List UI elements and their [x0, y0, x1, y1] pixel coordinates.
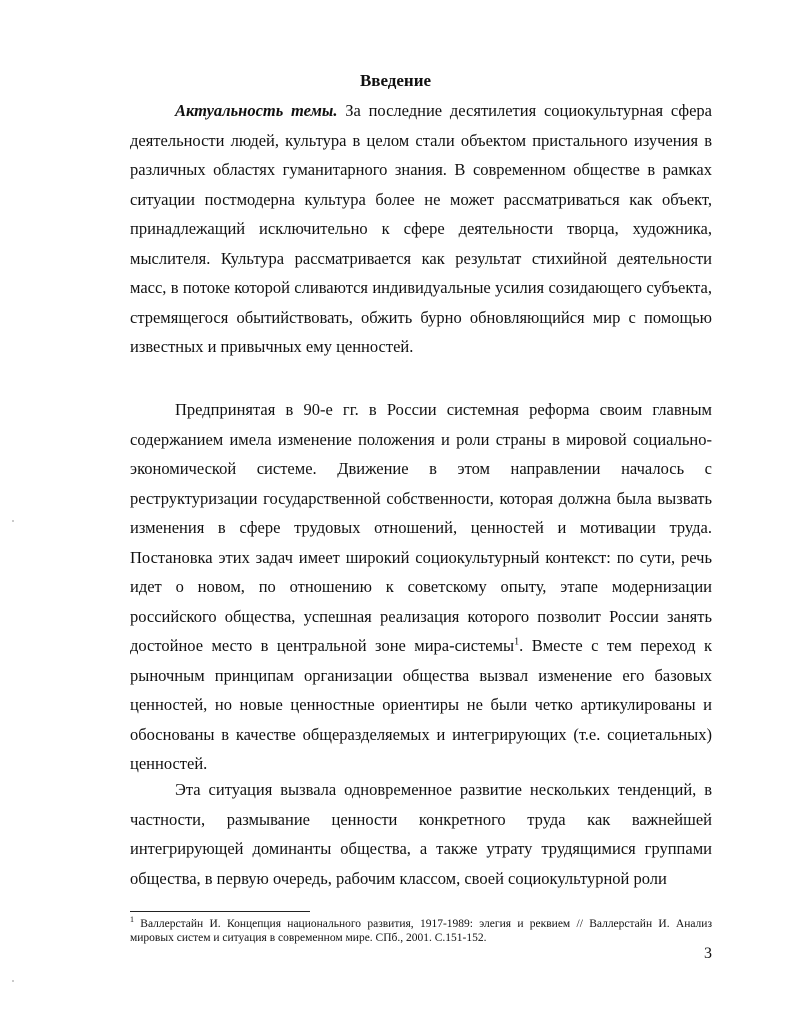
footnote [130, 917, 712, 945]
paragraph-2-body-end: . Вместе с тем переход к рыночным принципам организации общества вызвал изменение его базовых ценностей, но новые ценностные ориентиры не были четко артикулированы и обоснованы в качестве общеразделяемых и интегрирующих (т.е. социетальных) ценностей. [130, 636, 713, 773]
relevance-lead: Актуальность темы. [175, 101, 338, 120]
paragraph-2-text [130, 395, 712, 779]
page-number: 3 [704, 945, 712, 962]
paragraph-reform [130, 395, 712, 779]
scan-artifact-dot [12, 980, 14, 982]
paragraph-relevance [130, 96, 712, 362]
paragraph-3-text: Эта ситуация вызвала одновременное развитие нескольких тенденций, в частности, размывание ценности конкретного труда как важнейшей интегрирующей доминанты общества, а также утрату трудящимися группами общества, в первую очередь, рабочим классом, своей социокультурной роли [130, 780, 712, 888]
paragraph-situation [130, 775, 712, 893]
section-heading: Введение [359, 71, 432, 90]
footnote-separator [130, 911, 310, 912]
footnote-text: Валлерстайн И. Концепция национального развития, 1917-1989: элегия и реквием // Валлерстайн И. Анализ мировых систем и ситуация в современном мире. СПб., 2001. С.151-152. [130, 918, 712, 944]
scan-artifact-dot [12, 520, 14, 522]
paragraph-1-text [130, 96, 712, 362]
footnote-reference[interactable]: 1 [514, 636, 520, 648]
paragraph-1-body: За последние десятилетия социокультурная сфера деятельности людей, культура в целом стали объектом пристального изучения в различных областях гуманитарного знания. В современном обществе в рамках ситуации постмодерна культура более не может рассматриваться как объект, принадлежащий исключительно к сфере деятельности творца, художника, мыслителя. Культура рассматривается как результат стихийной деятельности масс, в потоке которой сливаются индивидуальные усилия созидающего субъекта, стремящегося обытийствовать, обжить бурно обновляющийся мир с помощью известных и привычных ему ценностей. [130, 101, 712, 356]
footnote-marker: 1 [130, 915, 134, 925]
paragraph-2-body-start: Предпринятая в 90-е гг. в России системная реформа своим главным содержанием имела изменение положения и роли страны в мировой социально-экономической системе. Движение в этом направлении началось с реструктуризации государственной собственности, которая должна была вызвать изменения в сфере трудовых отношений, ценностей и мотивации труда. Постановка этих задач имеет широкий социокультурный контекст: по сути, речь идет о новом, по отношению к советскому опыту, этапе модернизации российского общества, успешная реализация которого позволит России занять достойное место в центральной зоне мира-системы [130, 400, 712, 655]
